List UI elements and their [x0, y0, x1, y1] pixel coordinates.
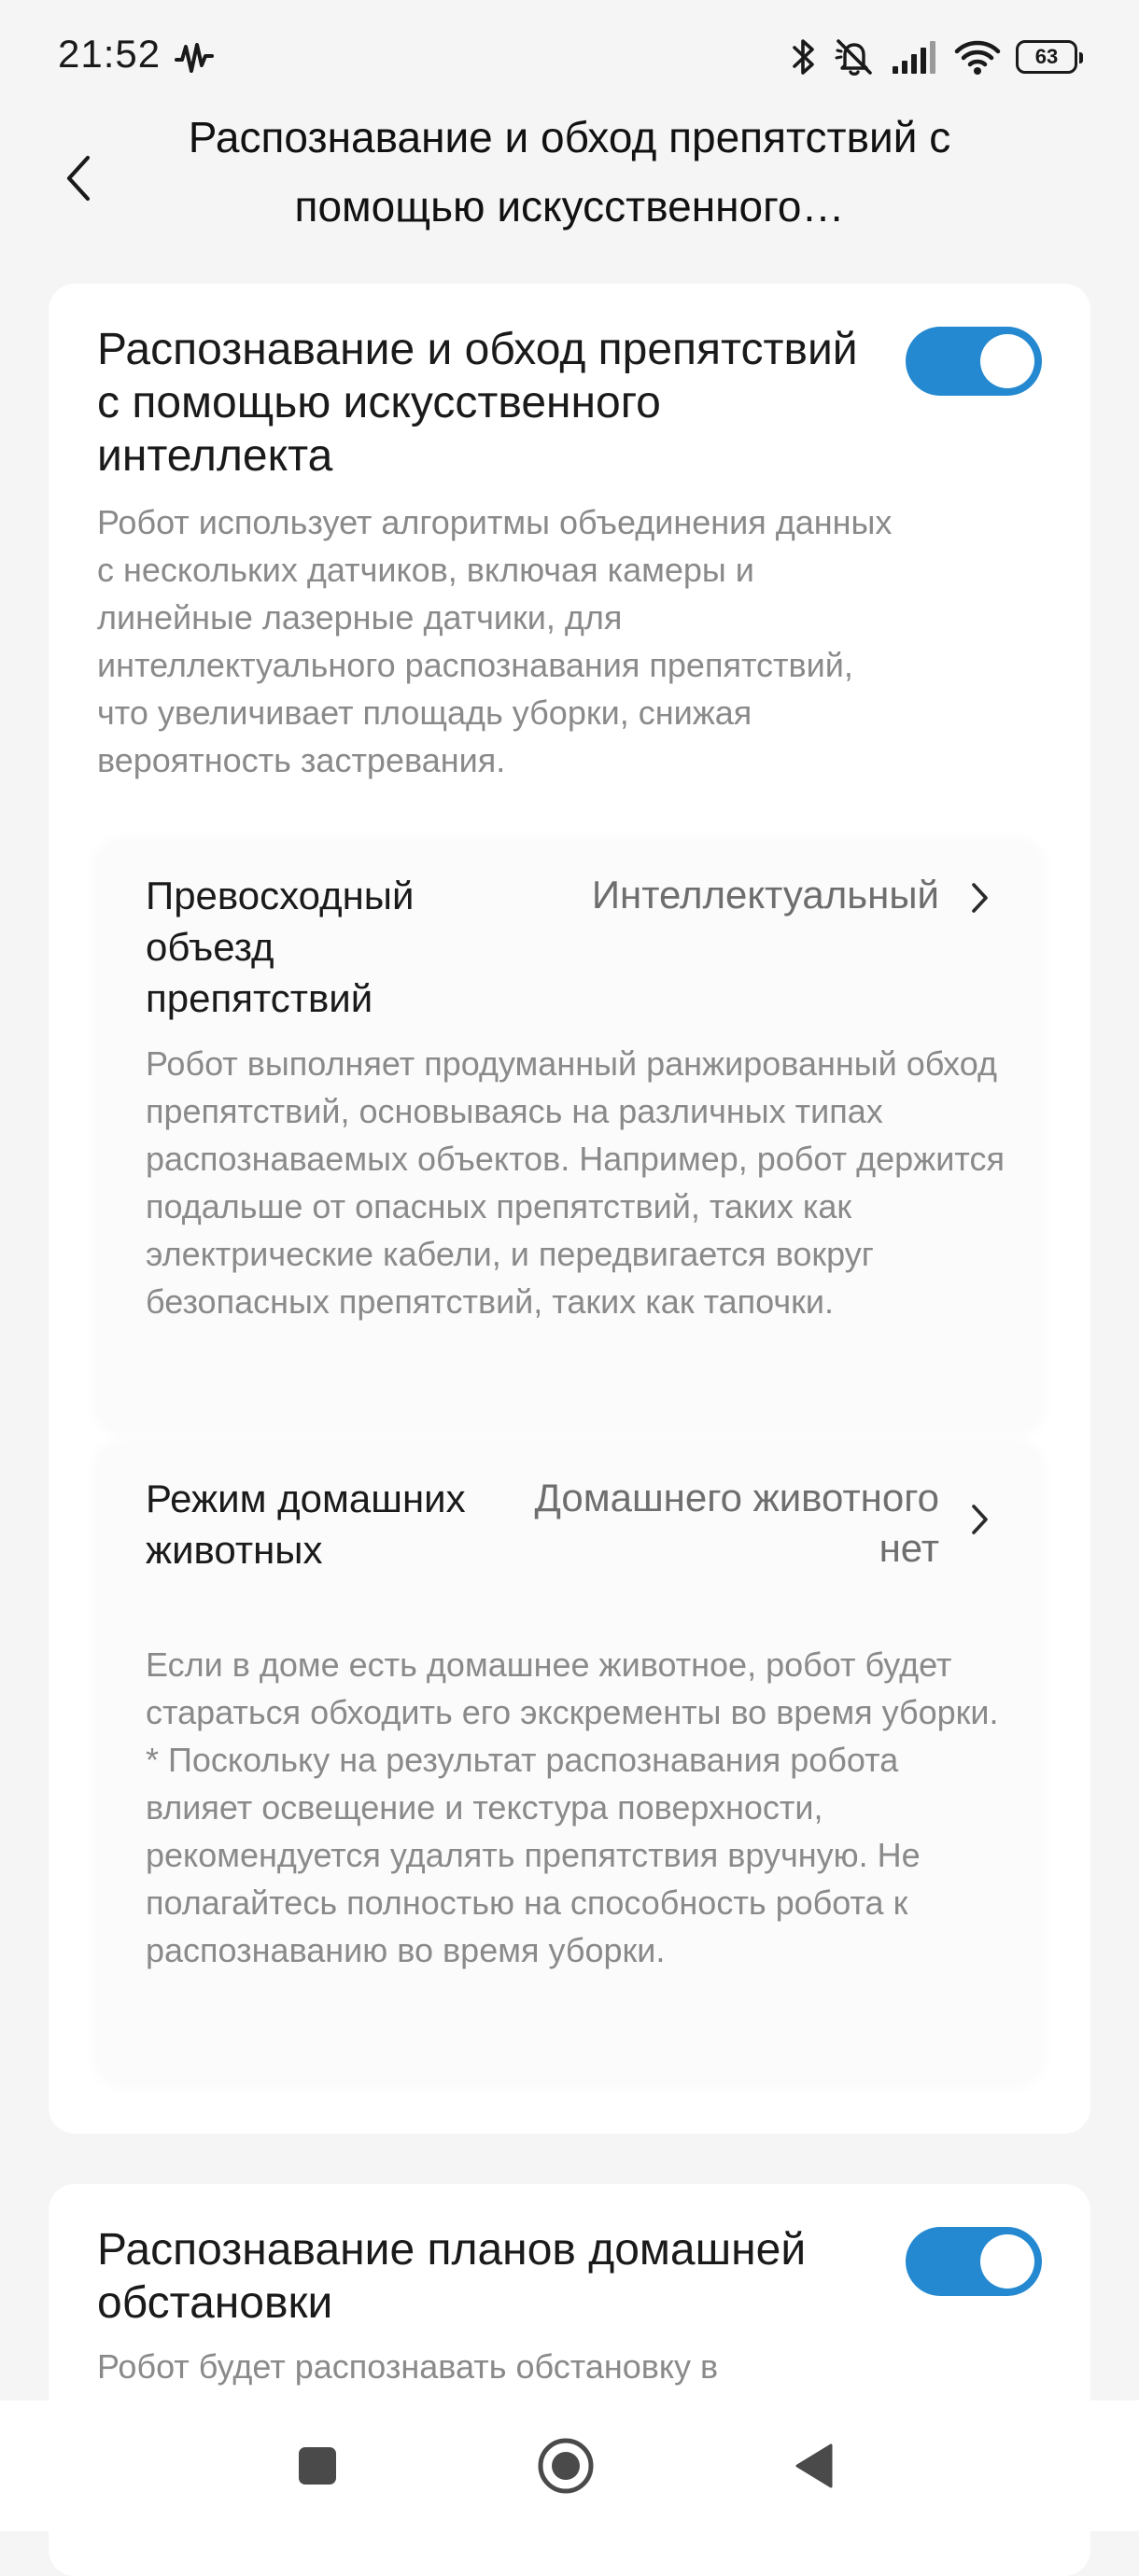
ai-obstacle-toggle[interactable] — [906, 327, 1042, 396]
chevron-right-icon — [965, 1501, 993, 1538]
header — [0, 103, 1139, 252]
back-triangle-icon — [792, 2442, 837, 2490]
wifi-icon — [954, 38, 1001, 76]
avoidance-setting-row[interactable] — [97, 840, 1042, 1430]
status-icons — [790, 34, 1077, 80]
silent-bell-icon — [833, 35, 876, 78]
home-circle-icon — [536, 2436, 596, 2496]
page-title: Распознавание и обход препятствий с помощью искусственного… — [188, 113, 951, 231]
status-bar — [0, 0, 1139, 112]
home-button[interactable] — [528, 2429, 603, 2503]
recents-button[interactable] — [280, 2429, 355, 2503]
toggle-knob — [980, 2234, 1034, 2289]
recents-square-icon — [296, 2444, 339, 2487]
chevron-right-icon — [965, 879, 993, 917]
pet-mode-description: Если в доме есть домашнее животное, робот будет стараться обходить его экскременты во время уборки. * Поскольку на результат распознавания робота влияет освещение и текстура поверхности, рекомендуется удалять препятствия вручную. Не полагайтесь полностью на способность робота к распознаванию во время уборки. — [146, 1645, 999, 1969]
pet-mode-value: Домашнего животного нет — [534, 1476, 939, 1570]
chevron-left-icon — [62, 152, 95, 204]
home-plans-title: Распознавание планов домашней обстановки — [97, 2225, 807, 2328]
avoidance-description: Робот выполняет продуманный ранжированный обход препятствий, основываясь на различных типах распознаваемых объектов. Например, робот держится подальше от опасных препятствий, таких как электрические кабели, и передвигается вокруг безопасных препятствий, таких как тапочки. — [146, 1044, 1005, 1321]
ai-obstacle-description: Робот использует алгоритмы объединения данных с нескольких датчиков, включая камеры и линейные лазерные датчики, для интеллектуального распознавания препятствий, что увеличивает площадь уборки, снижая вероятность застревания. — [97, 503, 893, 779]
pet-mode-setting-row[interactable] — [97, 1443, 1042, 2081]
bluetooth-icon — [790, 36, 818, 77]
avoidance-title: Превосходный объезд препятствий — [146, 874, 415, 1020]
ai-obstacle-card — [49, 284, 1090, 2134]
back-button[interactable] — [49, 136, 108, 220]
toggle-knob — [980, 334, 1034, 388]
avoidance-value: Интеллектуальный — [591, 873, 939, 917]
home-plans-toggle[interactable] — [906, 2227, 1042, 2296]
pet-mode-title: Режим домашних животных — [146, 1477, 466, 1572]
home-plans-description: Робот будет распознавать обстановку в — [97, 2347, 719, 2386]
signal-icon — [891, 38, 939, 76]
activity-wave-icon — [174, 37, 215, 78]
ai-obstacle-title: Распознавание и обход препятствий с помощью искусственного интеллекта — [97, 325, 858, 481]
battery-icon: 63 — [1016, 40, 1077, 74]
navigation-bar — [0, 2401, 1139, 2531]
nav-back-button[interactable] — [777, 2429, 851, 2503]
status-time: 21:52 — [58, 32, 162, 76]
